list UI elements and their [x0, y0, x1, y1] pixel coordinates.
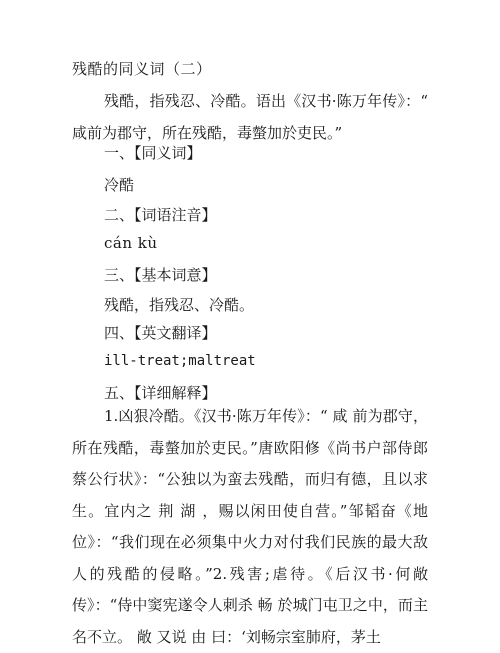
section-heading-english: 四、【英文翻译】: [104, 324, 217, 342]
intro-paragraph: 残酷，指残忍、冷酷。语出《汉书·陈万年传》：“ 咸前为郡守，所在残酷，毒螫加於吏民。”: [72, 92, 428, 142]
section-heading-meaning: 三、【基本词意】: [104, 266, 217, 284]
section-body-pinyin: cán kù: [104, 234, 158, 252]
section-body-synonym: 冷酷: [104, 176, 135, 194]
section-body-meaning: 残酷，指残忍、冷酷。: [104, 296, 255, 314]
section-heading-detail: 五、【详细解释】: [104, 384, 217, 402]
document-title: 残酷的同义词（二）: [72, 60, 212, 78]
section-heading-synonym: 一、【同义词】: [104, 144, 202, 162]
section-body-english: ill-treat;maltreat: [104, 353, 256, 369]
section-body-detail: 1.凶狠冷酷。《汉书·陈万年传》：“ 咸 前为郡守，所在残酷，毒螫加於吏民。”唐欧阳修《尚书户部侍郎蔡公行状》：“公独以为蛮去残酷，而归有德，且以求生。宜内之 荆 湖 ，赐以闲田使自营。”邹韬奋《地位》：“我们现在必须集中火力对付我们民族的最大敌人的残酷的侵略。”2.残害;虐待。《后汉书·何敞传》：“侍中窦宪遂令人刺杀 畅 於城门屯卫之中，而主名不立。 敞 又说 由 曰：‘刘畅宗室肺府，茅土: [72, 407, 428, 646]
section-heading-pinyin: 二、【词语注音】: [104, 206, 217, 224]
